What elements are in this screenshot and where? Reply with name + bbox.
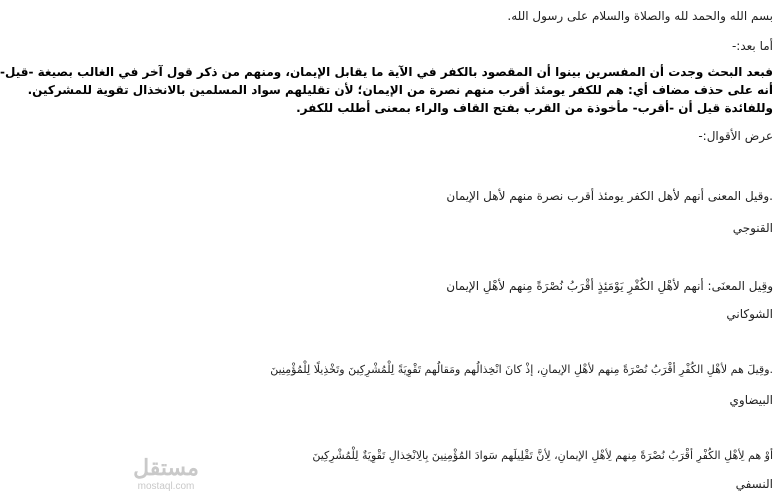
amma-bad-line: أما بعد:-: [731, 39, 773, 53]
intro-paragraph-line-1: فبعد البحث وجدت أن المفسرين بينوا أن المقصود بالكفر في الآية ما يقابل الإيمان، ومنهم من ذكر قول آخر في الغالب بصيغة -قيل-: [0, 65, 773, 79]
quote-text-4: أوْ هم لِأهْلِ الكُفْرِ أقْرَبُ نُصْرَةً مِنهم لِأهْلِ الإيمانِ، لِأنَّ تَقْلِيلَهم سَوادَ المُؤْمِنِينَ بِالِانْخِذالِ تَقْوِيَةٌ لِلْمُشْرِكِينَ: [312, 449, 773, 462]
quote-text-2: وقِيل المعنَى: أنهم لأهْلِ الكُفْرِ يَوْمَئِذٍ أقْرَبُ نُصْرَةً مِنهم لأهْلِ الإيمان: [446, 279, 773, 293]
quote-author-3: البيضاوي: [729, 393, 773, 407]
intro-paragraph-line-3: وللفائدة قيل أن -أقرب- مأخوذة من القرب بفتح القاف والراء بمعنى أطلب للكفر.: [296, 101, 773, 115]
quote-author-1: القنوجي: [732, 221, 773, 235]
intro-paragraph-line-2: أنه على حذف مضاف أي: هم للكفر يومئذ أقرب منهم نصرة من الإيمان؛ لأن تقليلهم سواد المسلمين بالانخذال تقوية للمشركين.: [27, 83, 773, 97]
watermark-logo: مستقل: [133, 455, 199, 480]
quote-author-4: النسفي: [735, 477, 773, 491]
quote-author-2: الشوكاني: [726, 307, 773, 321]
mostaql-watermark: [126, 455, 206, 497]
basmala-line: بسم الله والحمد لله والصلاة والسلام على رسول الله.: [507, 9, 773, 23]
quote-text-3: .وقِيلَ هم لأهْلِ الكُفْرِ أقْرَبُ نُصْرَةً مِنهم لأهْلِ الإيمانِ، إذْ كانَ انْخِذالُهم ومَقالُهم تَقْوِيَةً لِلْمُشْرِكِينَ وتَخْذِيلًا لِلْمُؤْمِنِينَ: [270, 363, 773, 376]
sources-heading: عرض الأقوال:-: [698, 129, 773, 143]
watermark-domain: mostaql.com: [137, 481, 195, 492]
quote-text-1: .وقيل المعنى أنهم لأهل الكفر يومئذ أقرب نصرة منهم لأهل الإيمان: [446, 189, 773, 203]
